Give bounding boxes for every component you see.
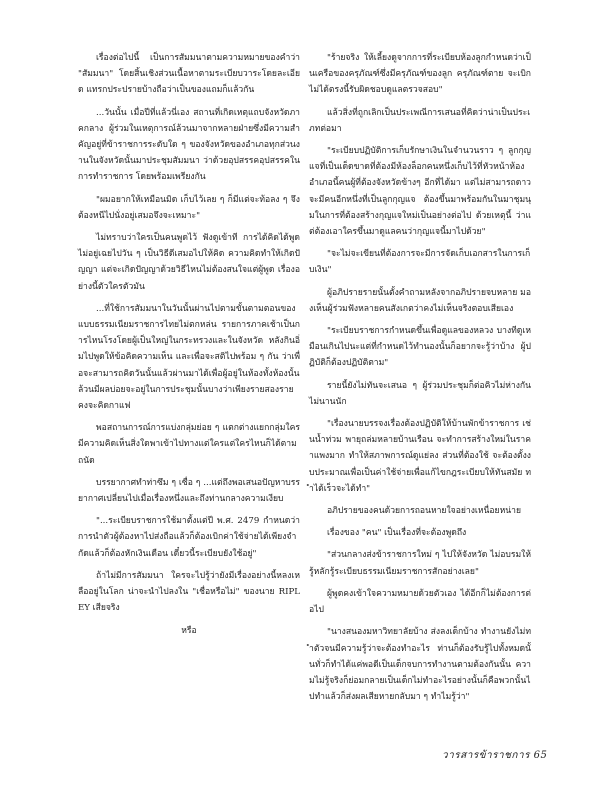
quote-paragraph: "นางสนองมหาวิทยาลัยบ้าง ส่งลงเด็กบ้าง ทำงานยังไม่ทำตัวจนมีความรู้ว่าจะต้องทำอะไร ท่านก็ต้องรับรู้ไปทั้งหมดนั้นทั่วก็ทำได้แค่พอดีเป็นเด็กจบการทำงานตามต้องกันนั้น ความไม่รู้จริงก็ย่อมกลายเป็นเด็กไม่ทำอะไรอย่างนั้นก็คือพวกนั้นไปทำแล้วก็ส่งผลเสียหายกลับมา ๆ ทำไมรู้ว่า" [309,627,531,703]
quote-paragraph: "...ระเบียบราชการใช้มาตั้งแต่ปี พ.ศ. 2479 กำหนดว่าการนำตัวผู้ต้องหาไปส่งถือแล้วก็ต้องเบิกค่าใช้จ่ายได้เพียงจำกัดแล้วก็ต้องหักเงินเดือน เดี๋ยวนี้ระเบียบยังใช้อยู่" [78,516,300,559]
left-column [78,50,300,645]
paragraph: ...วันนั้น เมื่อปีที่แล้วนี่เอง สถานที่เกิดเหตุแถบจังหวัดภาคกลาง ผู้ร่วมในเหตุการณ์ล้วนมาจากหลายฝ่ายซึ่งมีความสำคัญอยู่ที่ข้าราชการระดับใด ๆ ของจังหวัดของอำเภอทุกส่วนงานในจังหวัดนั้นมาประชุมสัมมนา ว่าด้วยอุปสรรคอุปสรรคในการทำราชการ โดยพร้อมเพรียงกัน [78,107,300,183]
paragraph: ไม่ทราบว่าใครเป็นคนพูดไว้ ฟังดูเข้าที การได้คิดได้พูด ไม่อยู่เฉยไปวัน ๆ เป็นวิธีดีเสมอไปให้คิด ความคิดทำให้เกิดปัญญา แต่จะเกิดปัญญาด้วยวิธีไหนไม่ต้องสนใจแต่ผู้พูด เรื่องอย่างนี้ตัวใครตัวมัน [78,233,300,292]
paragraph: บรรยากาศทำท่าซึม ๆ เซื่อ ๆ ...แต่ถึงพอเสนอปัญหาบรรยากาศเปลี่ยนไปเมื่อเรื่องหนึ่งและถึงท่านกลางความเงียบ [78,477,300,505]
paragraph: ผู้พูดคงเข้าใจความหมายด้วยตัวเอง ได้อีกก็ไม่ต้องการต่อไป [309,588,531,616]
paragraph: ถ้าไม่มีการสัมมนา ใครจะไปรู้ว่ายังมีเรื่องอย่างนี้หลงเหลืออยู่ในโลก น่าจะนำไปลงใน "เชื่อหรือไม่" ของนาย RIPLEY เสียจริง [78,570,300,614]
page-footer: วารสารข้าราชการ 65 [442,750,548,761]
closing-word: หรือ [181,625,197,636]
quote-paragraph: "ร้ายจริง ให้เลี้ยงดูจากการที่ระเบียบห้องลูกกำหนดว่าเป็นเครือของครุภัณฑ์ซึ่งมีครุภัณฑ์ของลูก ครุภัณฑ์ตาย จะเบิกไม่ได้ตรงนี้รับผิดชอบดูแลตรวจสอบ" [309,53,531,96]
paragraph: รายนี้ยังไม่ทันจะเสนอ ๆ ผู้ร่วมประชุมก็ต่อคิวไม่ห่างกัน ไม่นานนัก [309,380,531,407]
paragraph: ...ที่ใช้การสัมมนาในวันนั้นผ่านไปตามขั้นตามตอนของแบบธรรมเนียมราชการไทยไม่ตกหล่น รายการภาคเช้าเป็นการไหนโรงโดยผู้เป็นใหญ่ในกระทรวงและในจังหวัด หลังกินอิ่มไปพูดให้ข้อคิดความเห็น และเพื่อจะสติไปพร้อม ๆ กัน ว่าเพื่อจะสามารถคิดวันนั้นแล้วผ่านมาได้เพื่อผู้อยู่ในห้องทั้งห้องนั้นล้วนมีผลบ่อยจะอยู่ในการประชุมนั้นบางว่าเพียงรายสองราย คงจะคิดกาแฟ [78,303,300,412]
quote-paragraph: "เรื่องนายบรรจงเรื่องต้องปฏิบัติให้บ้านพักข้าราชการ เช่นน้ำท่วม พายุถล่มหลายบ้านเรือน จะทำการสร้างใหม่ในราคาแพงมาก ทำให้สภาพการณ์ดูแย่ลง ส่วนที่ต้องใช้ จะต้องตั้งงบประมาณเพื่อเป็นค่าใช้จ่ายเพื่อแก้ไขกฎระเบียบให้ทันสมัย ทำได้เร็วจะได้ทำ" [309,419,531,494]
paragraph: เรื่องของ "คน" เป็นเรื่องที่จะต้องพูดถึง [327,528,467,539]
paragraph: แล้วสิ่งที่ถูกเลิกเป็นประเพณีการเสนอที่คิดว่าน่าเป็นประเภทต่อมา [309,107,531,134]
quote-paragraph: "ระเบียบปฏิบัติการเก็บรักษาเงินในจำนวนราว ๆ ลูกกุญแจที่เป็นเด็ดขาดที่ต้องมีห้องล็อกคนหนึ่งเก็บไว้ที่หัวหน้าห้อง อำเภอนี้คนผู้ที่ต้องจังหวัดข้างๆ อีกที่ได้มา แต่ไม่สามารถดาวจะมีคนอีกหนึ่งที่เป็นลูกกุญแจ ต้องขึ้นมาพร้อมกันในมาชุมนุมในการที่ต้องสร้างกุญแจใหม่เป็นอย่างต่อไป ด้วยเหตุนี้ ว่าแต่ต้องเอาใครขึ้นมาดูแลคนว่ากุญแจนี้มาไปด้วย" [309,146,531,238]
paragraph: พอสถานการณ์การแบ่งกลุ่มย่อย ๆ แตกต่างแยกกลุ่มใครมีความคิดเห็นสิ่งใดพาเข้าไปทางแต่ใครแต่ใครไหนก็ได้ตามถนัด [78,423,300,466]
quote-paragraph: "ส่วนกลางส่งข้าราชการใหม่ ๆ ไปให้จังหวัด ไม่อบรมให้รู้หลักรู้ระเบียบธรรมเนียมราชการสักอย่างเลย" [309,550,531,577]
quote-paragraph: "ผมอยากให้เหมือนมิด เก็บไว้เลย ๆ ก็มีแต่จะท้อลง ๆ จึงต้องหนีไปนั่งอยู่เสมอจึงจะเหมาะ" [78,194,300,221]
quote-paragraph: "จะไม่จะเขียนที่ต้องการจะมีการจัดเก็บเอกสารในการเก็บเงิน" [309,249,531,276]
paragraph: อภิปรายของคนด้วยการถอนหายใจอย่างเหนื่อยหน่าย [327,506,521,517]
paragraph: เรื่องต่อไปนี้ เป็นการสัมมนาตามความหมายของคำว่า "สัมมนา" โดยสิ้นเชิงส่วนเนื้อหาตามระเบียบวาระโดยละเอียด แทรกประปรายบ้างถือว่าเป็นของแถมก็แล้วกัน [78,53,300,96]
right-column [309,50,531,711]
quote-paragraph: "ระเบียบราชการกำหนดขึ้นเพื่อดูแลของหลวง บางทีดูเหมือนเกินไปนะแต่ที่กำหนดไว้ทำนองนั้นก็อยากจะรู้ว่าบ้าง ผู้ปฏิบัติก็ต้องปฏิบัติตาม" [309,326,531,369]
paragraph: ผู้อภิปรายรายนั้นตั้งคำถามหลังจากอภิปรายจบหลาย มองเห็นผู้ร่วมฟังหลายคนสังเกตว่าคงไม่เห็นจริงตอบเสียเอง [309,287,531,314]
